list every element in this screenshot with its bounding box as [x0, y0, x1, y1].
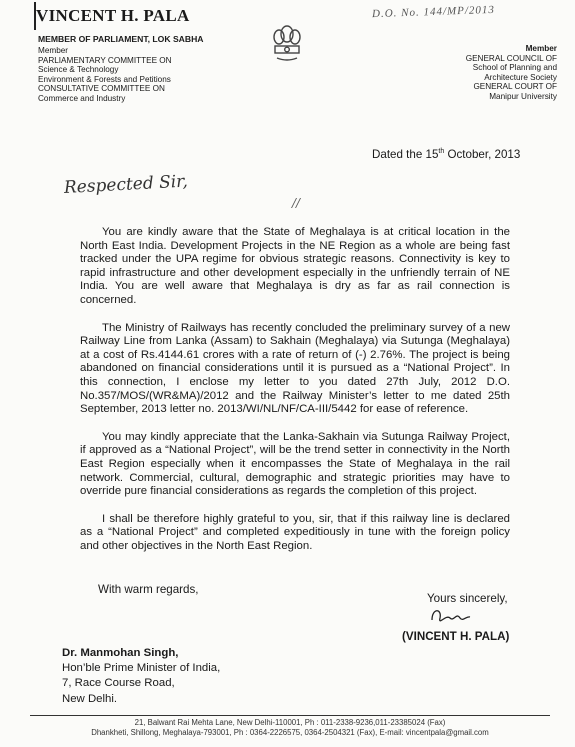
committee-line: Science & Technology [38, 65, 119, 75]
letter-date: Dated the 15th October, 2013 [372, 148, 521, 161]
letterhead-role: MEMBER OF PARLIAMENT, LOK SABHA [38, 34, 204, 44]
footer-line: 21, Balwant Rai Mehta Lane, New Delhi-110001, Ph : 011-2338-9236,011-23385024 (Fax) [134, 718, 446, 727]
body-paragraph: The Ministry of Railways has recently concluded the preliminary survey of a new Railway Line from Lanka (Assam) to Sakhain (Meghalaya) via Sutunga (Meghalaya) at a cost of Rs.4144.61 crores with a rate of return of (-) 2.76%. The project is being abandoned on financial considerations until it is pursued as a “National Project”. In this connection, I enclose my letter to you dated 27th July, 2012 D.O. No.357/MOS/(WR&MA)/2012 and the Railway Minister’s letter to me dated 25th September, 2013 letter no. 2013/WI/NL/NF/CA-III/5442 for ease of reference. [80, 321, 510, 416]
letterhead-councils [387, 44, 557, 102]
sign-off: Yours sincerely, [427, 592, 508, 605]
council-line: Member [525, 44, 557, 53]
committee-line: Member [38, 46, 69, 55]
footer-line: Dhankheti, Shillong, Meghalaya-793001, Ph : 0364-2226575, 0364-2504321 (Fax), E-mail: vincentpala@gmail.com [91, 728, 489, 737]
letter-body [80, 226, 510, 567]
body-paragraph: I shall be therefore highly grateful to you, sir, that if this railway line is declared as a “National Project” and completed expeditiously in tune with the foreign policy and other objectives in the North East Region. [80, 512, 510, 552]
council-line: GENERAL COUNCIL OF [465, 53, 557, 63]
handwritten-reference-number: D.O. No. 144/MP/2013 [371, 3, 496, 21]
council-line: School of Planning and [472, 63, 557, 73]
signatory-name: (VINCENT H. PALA) [402, 630, 510, 643]
margin-mark: // [292, 196, 301, 210]
national-emblem-icon [270, 22, 304, 71]
council-line: Architecture Society [484, 72, 557, 82]
committee-line: Environment & Forests and Petitions [38, 74, 171, 84]
addressee-block [62, 646, 220, 707]
body-paragraph: You are kindly aware that the State of Meghalaya is at critical location in the North East India. Development Projects in the NE Region as a whole are being fast tracked under the UPA regime for obvious strategic reasons. Connectivity is key to rapid infrastructure and other development especially in the unfriendly terrain of NE India. You are well aware that Meghalaya is dry as far as rail connection is concerned. [80, 226, 510, 306]
committee-line: CONSULTATIVE COMMITTEE ON [38, 84, 165, 94]
addressee-line: Hon’ble Prime Minister of India, [62, 662, 221, 675]
council-line: GENERAL COURT OF [473, 82, 557, 92]
letterhead-committees [38, 46, 172, 104]
addressee-line: New Delhi. [62, 692, 118, 705]
closing-line: With warm regards, [98, 583, 199, 596]
signature-icon [428, 604, 474, 633]
committee-line: Commerce and Industry [38, 93, 126, 103]
salutation: Respected Sir, [63, 171, 189, 198]
addressee-line: 7, Race Course Road, [62, 677, 175, 690]
addressee-line: Dr. Manmohan Singh, [62, 647, 179, 659]
footer-divider [30, 715, 550, 716]
letterhead-name: VINCENT H. PALA [36, 6, 190, 25]
body-paragraph: You may kindly appreciate that the Lanka-Sakhain via Sutunga Railway Project, if approved as a “National Project”, will be the trend setter in connectivity in the North East Region especially when it encompasses the State of Meghalaya in the rail network. Commercial, cultural, demographic and strategic priorities may have to override pure financial considerations as regards the completion of this project. [80, 430, 510, 498]
council-line: Manipur University [489, 91, 557, 101]
footer-address [30, 718, 550, 738]
committee-line: PARLIAMENTARY COMMITTEE ON [38, 55, 172, 65]
